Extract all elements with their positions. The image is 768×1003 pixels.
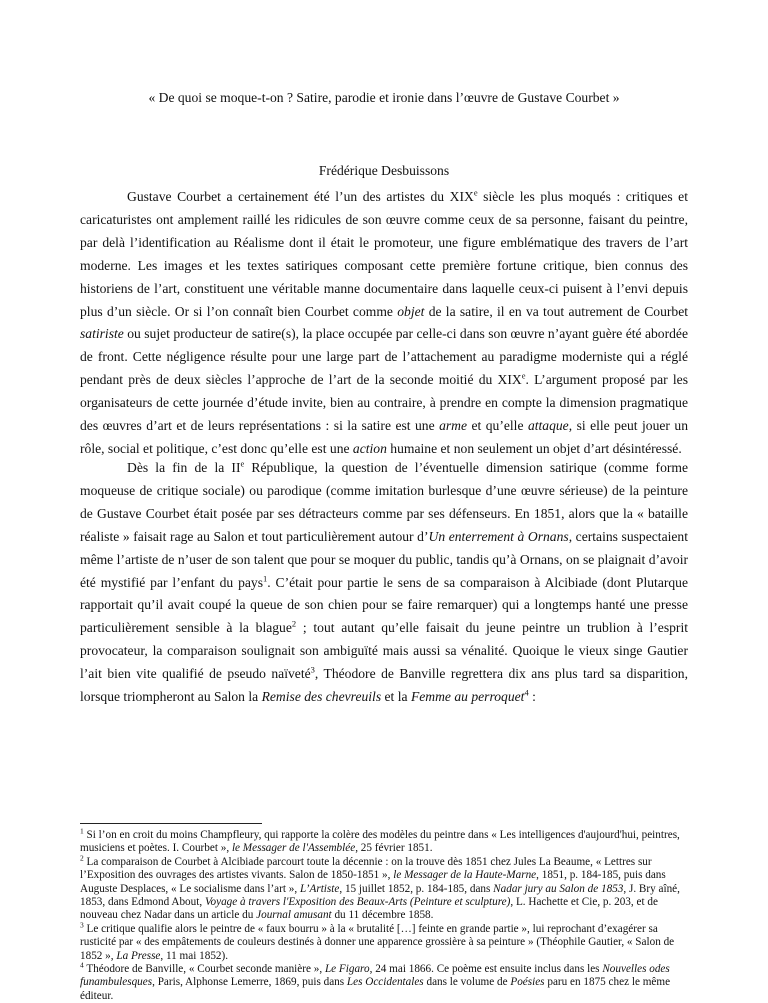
text-run: du 11 décembre 1858.: [331, 909, 434, 922]
body-paragraph-1: [80, 186, 688, 461]
footnote-ref-2[interactable]: 2: [291, 618, 297, 629]
text-run: et la: [381, 689, 411, 705]
superscript: e: [521, 370, 526, 381]
text-run: , Théodore de Banville regrettera dix ans plus tard sa disparition, lorsque triompheront au Salon la: [80, 666, 688, 705]
footnote-number: 2: [80, 853, 84, 863]
publication-title: Nadar jury au Salon de 1853: [493, 882, 624, 895]
footnote-3: [80, 920, 688, 963]
footnotes: [80, 826, 688, 1003]
footnote-ref-4[interactable]: 4: [524, 687, 529, 698]
text-run: , 25 février 1851.: [355, 842, 433, 855]
italic-term: satiriste: [80, 326, 124, 342]
artwork-title: Un enterrement à Ornans: [428, 528, 569, 544]
text-run: , J. Bry aîné, 1853, dans Edmond About,: [80, 882, 680, 909]
text-run: , 15 juillet 1852, p. 184-185, dans: [339, 882, 494, 895]
body-paragraph-2: [80, 457, 688, 709]
superscript: e: [473, 187, 478, 198]
publication-title: le Messager de la Haute-Marne: [393, 869, 537, 882]
publication-title: Journal amusant: [256, 909, 332, 922]
text-run: Gustave Courbet a certainement été l’un des artistes du XIX: [127, 189, 474, 204]
footnote-divider: [80, 823, 262, 824]
artwork-title: Femme au perroquet: [410, 689, 525, 705]
text-run: Le critique qualifie alors le peintre de « faux bourru » à la « brutalité […] feinte en grande partie », lui reprochant d’exagérer sa rusticité par « des empâtements de couleurs destinés à donner une apparence grossière à sa peinture » (Théophile Gautier, « Salon de 1852 »,: [80, 922, 675, 962]
text-run: , Paris, Alphonse Lemerre, 1869, puis dans: [152, 976, 347, 989]
text-run: , 11 mai 1852).: [160, 949, 229, 962]
text-run: Théodore de Banville, « Courbet seconde manière »,: [83, 963, 325, 976]
text-run: et qu’elle: [467, 418, 528, 434]
publication-title: le Messager de l'Assemblée: [231, 842, 356, 855]
footnote-4: [80, 960, 688, 1003]
publication-title: L’Artiste: [299, 882, 340, 895]
text-run: :: [528, 689, 536, 705]
footnote-ref-3[interactable]: 3: [310, 664, 315, 675]
publication-title: La Presse: [116, 949, 161, 962]
italic-term: attaque: [527, 418, 569, 434]
text-run: , certains suspectaient même l’artiste de n’user de son talent que pour se moquer du public, tandis qu’à Ornans, on se plaignait d’avoir été mystifié par l’enfant du pays: [80, 528, 688, 590]
footnote-number: 1: [80, 826, 84, 836]
text-run: de la satire, il en va tout autrement de Courbet: [424, 303, 689, 319]
text-run: , L. Hachette et Cie, p. 203, et de nouveau chez Nadar dans un article du: [80, 896, 658, 922]
footnote-ref-1[interactable]: 1: [263, 573, 268, 583]
text-run: ou sujet producteur de satire(s), la place occupée par celle-ci dans son œuvre n’ayant guère été abordée de front. Cette négligence résulte pour une large part de l’attachement au paradigme moderniste qui a réglé pendant près de deux siècles l’approche de l’art de la seconde moitié du XIX: [80, 326, 688, 388]
author-name: Frédérique Desbuissons: [318, 163, 450, 178]
text-run: La comparaison de Courbet à Alcibiade parcourt toute la décennie : on la trouve dès 1851 chez Jules La Beaume, « Lettres sur l’Exposition des ouvrages des artistes vivants. Salon de 1850-1851 »,: [80, 855, 652, 882]
italic-term: objet: [397, 303, 425, 319]
footnote-2: [80, 853, 688, 923]
publication-title: Voyage à travers l'Exposition des Beaux-Arts (Peinture et sculpture): [204, 896, 511, 909]
publication-title: Poésies: [510, 976, 545, 989]
text-run: Si l’on en croit du moins Champfleury, qui rapporte la colère des modèles du peintre dans « Les intelligences d'aujourd'hui, peintres, musiciens et poètes. I. Courbet »,: [80, 829, 680, 855]
text-run: , si elle peut jouer un rôle, social et politique, c’est donc qu’elle est une: [80, 418, 688, 456]
text-run: siècle les plus moqués : critiques et caricaturistes ont amplement raillé les ridicules de son œuvre comme ceux de sa personne, faisant du peintre, par delà l’identification au Réalisme dont il était le promoteur, une figure emblématique des travers de l’art moderne. Les images et les textes satiriques composant cette première fortune critique, bien connus des historiens de l’art, constituent une véritable manne documentaire dans laquelle ceux-ci puisent à l’envi depuis plus d’un siècle. Or si l’on connaît bien Courbet comme: [80, 189, 688, 319]
superscript: e: [240, 458, 245, 469]
publication-title: Nouvelles odes funambulesques: [80, 963, 670, 989]
text-run: Dès la fin de la II: [127, 460, 241, 475]
publication-title: Les Occidentales: [346, 976, 424, 989]
text-run: paru en 1875 chez le même éditeur.: [80, 976, 671, 1002]
text-run: ; tout autant qu’elle faisait du jeune peintre un trublion à l’esprit provocateur, la comparaison soulignait son ambiguïté mais aussi sa vénalité. Quoique le vieux singe Gautier l’ait bien vite qualifié de pseudo naïveté: [80, 620, 688, 682]
italic-term: arme: [439, 418, 468, 434]
text-run: , 1851, p. 184-185, puis dans Auguste Desplaces, « Le socialisme dans l’art »,: [80, 869, 666, 895]
footnote-number: 3: [80, 920, 84, 930]
italic-term: action: [352, 440, 387, 456]
article-title: « De quoi se moque-t-on ? Satire, parodie et ironie dans l’œuvre de Gustave Courbet »: [148, 90, 620, 105]
text-run: humaine et non seulement un objet d’art désintéressé.: [386, 440, 682, 456]
text-run: . C’était pour partie le sens de sa comparaison à Alcibiade (dont Plutarque rapportait qu’il avait coupé la queue de son chien pour se faire remarquer) qui a longtemps hanté une presse particulièrement sensible à la blague: [80, 574, 689, 636]
publication-title: Le Figaro: [324, 963, 370, 976]
text-run: dans le volume de: [423, 976, 511, 989]
footnote-1: [80, 826, 688, 856]
text-run: République, la question de l’éventuelle dimension satirique (comme forme moqueuse de critique sociale) ou parodique (comme imitation burlesque d’une œuvre sérieuse) de la peinture de Gustave Courbet était posée par ses détracteurs comme par ses défenseurs. En 1851, alors que la « bataille réaliste » faisait rage au Salon et tout particulièrement autour d’: [80, 460, 688, 544]
text-run: , 24 mai 1866. Ce poème est ensuite inclus dans les: [369, 963, 603, 976]
text-run: . L’argument proposé par les organisateurs de cette journée d’étude invite, bien au contraire, à prendre en compte la dimension pragmatique des œuvres d’art et de leurs représentations : si la satire est une: [80, 372, 688, 434]
footnote-number: 4: [80, 960, 84, 970]
artwork-title: Remise des chevreuils: [261, 689, 382, 705]
